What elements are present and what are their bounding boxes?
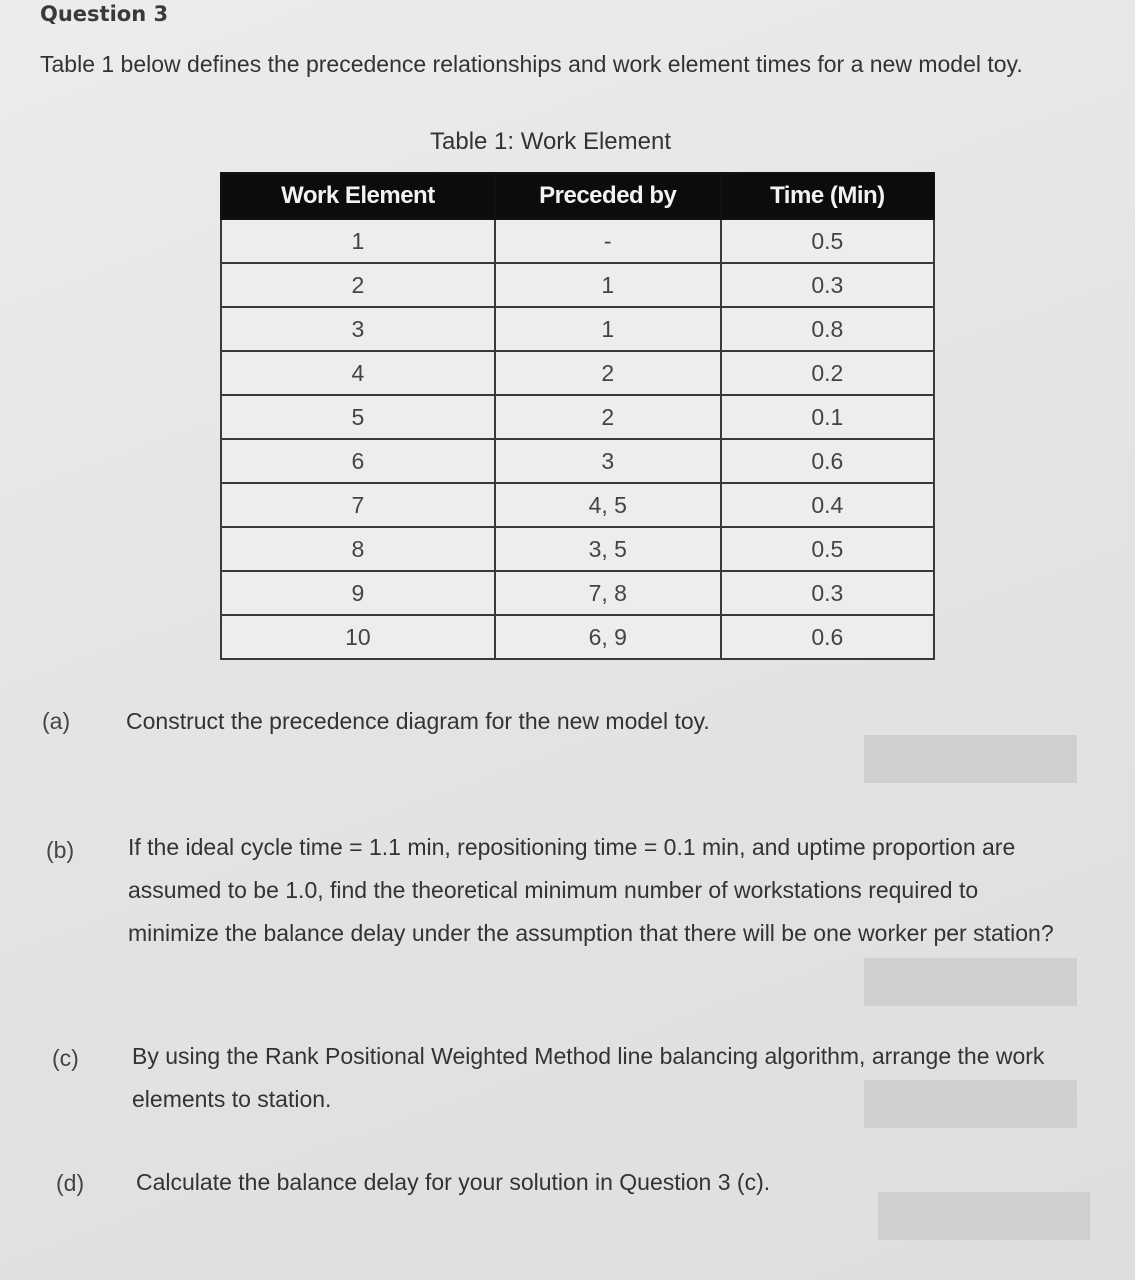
redacted-box-d <box>878 1192 1090 1240</box>
part-d-label: (d) <box>56 1170 85 1196</box>
table-row <box>221 219 934 263</box>
cell-preceded-by: 3, 5 <box>495 527 721 571</box>
question-intro: Table 1 below defines the precedence relationships and work element times for a new model toy. <box>40 51 1023 77</box>
cell-time: 0.6 <box>721 615 934 659</box>
cell-time: 0.1 <box>721 395 934 439</box>
work-element-table <box>220 172 935 660</box>
table-row <box>221 615 934 659</box>
cell-time: 0.3 <box>721 571 934 615</box>
table-row <box>221 263 934 307</box>
part-c-label: (c) <box>52 1045 79 1071</box>
table-caption: Table 1: Work Element <box>430 128 671 155</box>
table-row <box>221 307 934 351</box>
cell-preceded-by: 4, 5 <box>495 483 721 527</box>
table-row <box>221 571 934 615</box>
table-row <box>221 527 934 571</box>
cell-preceded-by: - <box>495 219 721 263</box>
cell-preceded-by: 2 <box>495 395 721 439</box>
table-row <box>221 483 934 527</box>
cell-time: 0.4 <box>721 483 934 527</box>
cell-preceded-by: 3 <box>495 439 721 483</box>
cell-work-element: 9 <box>221 571 495 615</box>
part-b-label: (b) <box>46 837 75 863</box>
cell-work-element: 6 <box>221 439 495 483</box>
cell-time: 0.5 <box>721 527 934 571</box>
cell-work-element: 3 <box>221 307 495 351</box>
question-title: Question 3 <box>40 2 169 26</box>
header-preceded-by: Preceded by <box>495 173 721 219</box>
redacted-box-a <box>864 735 1077 783</box>
cell-time: 0.8 <box>721 307 934 351</box>
cell-time: 0.6 <box>721 439 934 483</box>
cell-work-element: 8 <box>221 527 495 571</box>
cell-work-element: 5 <box>221 395 495 439</box>
table-row <box>221 439 934 483</box>
table-row <box>221 395 934 439</box>
part-b-text: If the ideal cycle time = 1.1 min, repositioning time = 0.1 min, and uptime proportion are assumed to be 1.0, find the theoretical minimum number of workstations required to minimize the balance delay under the assumption that there will be one worker per station? <box>128 834 1054 946</box>
cell-preceded-by: 1 <box>495 307 721 351</box>
redacted-box-c <box>864 1080 1077 1128</box>
cell-work-element: 1 <box>221 219 495 263</box>
part-a-label: (a) <box>42 708 71 734</box>
redacted-box-b <box>864 958 1077 1006</box>
cell-preceded-by: 2 <box>495 351 721 395</box>
cell-preceded-by: 1 <box>495 263 721 307</box>
cell-work-element: 4 <box>221 351 495 395</box>
cell-preceded-by: 6, 9 <box>495 615 721 659</box>
cell-work-element: 7 <box>221 483 495 527</box>
part-a-text: Construct the precedence diagram for the new model toy. <box>126 708 710 734</box>
cell-time: 0.5 <box>721 219 934 263</box>
part-d-text: Calculate the balance delay for your solution in Question 3 (c). <box>136 1169 771 1195</box>
cell-time: 0.3 <box>721 263 934 307</box>
cell-work-element: 2 <box>221 263 495 307</box>
table-row <box>221 351 934 395</box>
header-time: Time (Min) <box>721 173 934 219</box>
cell-preceded-by: 7, 8 <box>495 571 721 615</box>
header-work-element: Work Element <box>221 173 495 219</box>
part-c-text: By using the Rank Positional Weighted Method line balancing algorithm, arrange the work elements to station. <box>132 1043 1045 1112</box>
cell-work-element: 10 <box>221 615 495 659</box>
cell-time: 0.2 <box>721 351 934 395</box>
table-header-row <box>221 173 934 219</box>
